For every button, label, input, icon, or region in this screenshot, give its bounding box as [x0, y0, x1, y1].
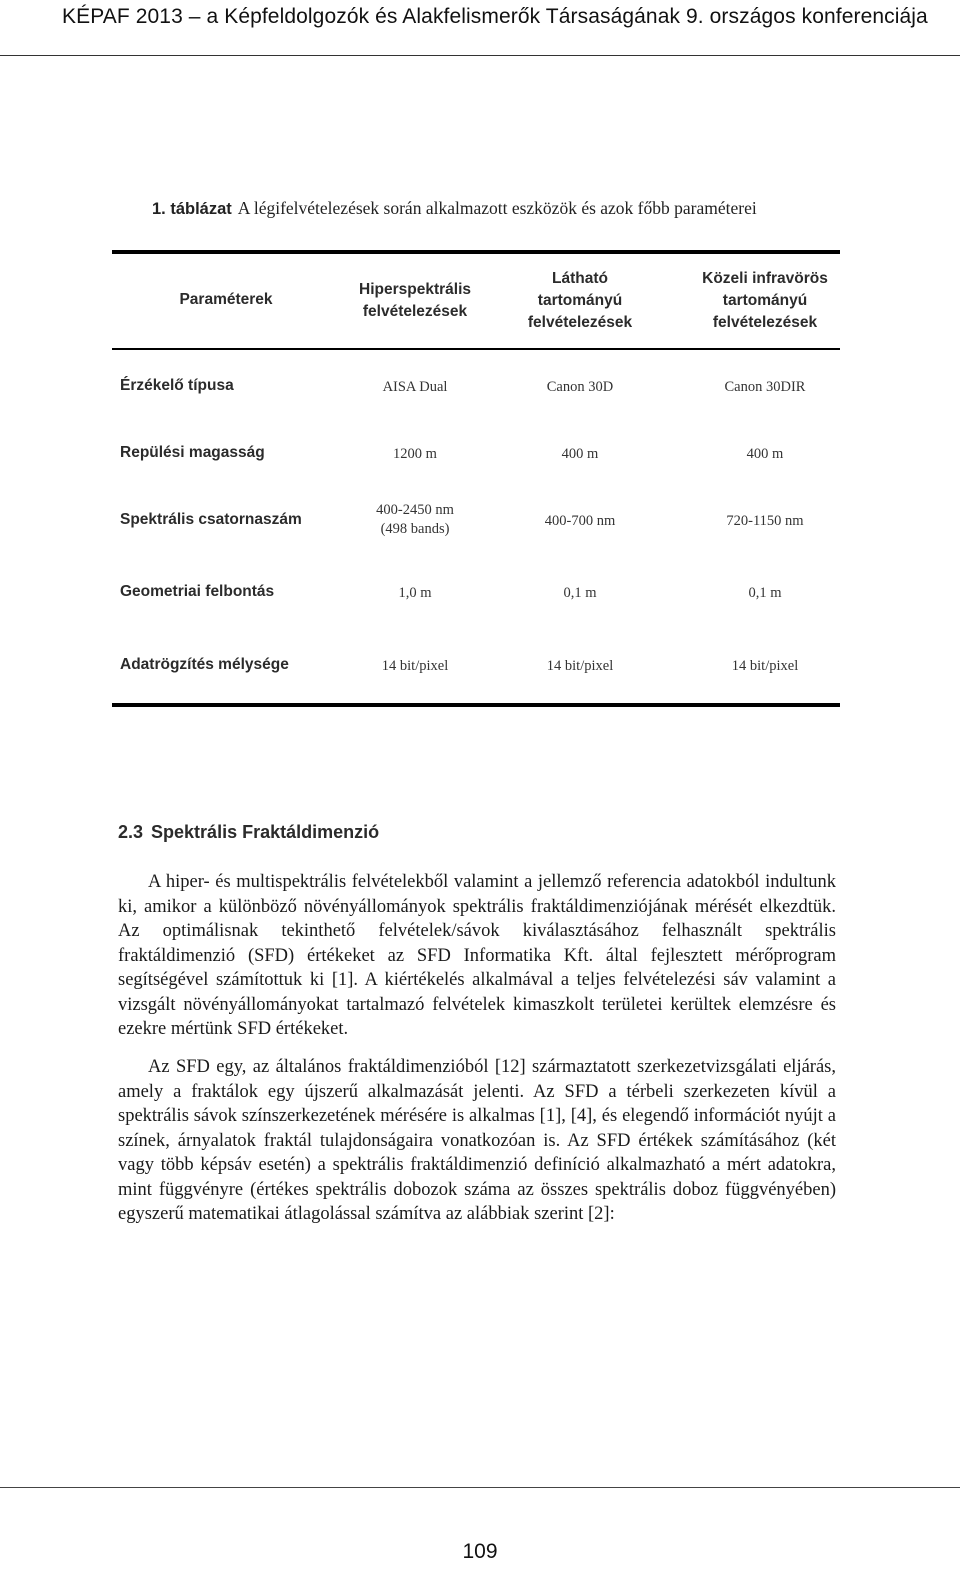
cell-channels-nir: 720-1150 nm [726, 513, 804, 529]
header-hyperspectral [340, 279, 490, 323]
cell-altitude-nir: 400 m [746, 446, 784, 462]
header-hyperspectral-line1: Hiperspektrális [359, 281, 471, 298]
section-heading [118, 822, 379, 843]
cell-channels-hyper-range: 400-2450 nm [376, 502, 454, 518]
cell-depth-nir: 14 bit/pixel [731, 658, 799, 674]
body-paragraph-2: Az SFD egy, az általános fraktáldimenzióból [12] származtatott szerkezetvizsgálati eljárás, amely a fraktálok egy újszerű alkalmazását jelenti. Az SFD a térbeli szerkezeten kívül a spektrális sávok színszerkezetének mérésére is alkalmas [1], [4], és elegendő információt nyújt a színek, árnyalatok fraktál tulajdonságaira vonatkozóan is. Az SFD értékek számításához (két vagy több képsáv esetén) a spektrális fraktáldimenzió definíció alkalmazható a mért adatokra, mint függvényre (értékes spektrális dobozok száma az összes spektrális doboz függvényében) egyszerű matematikai átlagolással számítva az alábbiak szerint [2]: [118, 1057, 836, 1224]
row-label-sensor-type: Érzékelő típusa [120, 377, 234, 394]
row-label-geometric-resolution: Geometriai felbontás [120, 583, 275, 600]
row-label-recording-depth: Adatrögzítés mélysége [120, 656, 289, 673]
cell-sensor-nir: Canon 30DIR [724, 379, 806, 395]
table-header-rule [112, 348, 840, 350]
cell-channels-hyper [340, 501, 490, 539]
header-visible-line1: Látható [552, 270, 608, 287]
table-caption-title: A légifelvételezések során alkalmazott eszközök és azok főbb paraméterei [237, 198, 757, 218]
table-bottom-rule [112, 703, 840, 707]
running-header: KÉPAF 2013 – a Képfeldolgozók és Alakfelismerők Társaságának 9. országos konferenciája [0, 0, 960, 56]
header-visible-line2: tartományú [537, 292, 623, 309]
table-caption [152, 198, 757, 219]
body-paragraph-1: A hiper- és multispektrális felvételekből valamint a jellemző referencia adatokból indultunk ki, amikor a különböző növényállományok spektrális fraktáldimenziójának mérését elkezdtük. Az optimálisnak tekinthető felvételek/sávok kiválasztásához felhasznált spektrális fraktáldimenzió (SFD) értékeket az SFD Informatika Kft. által fejlesztett mérőprogram segítségével számítottuk ki [1]. A kiértékelés alkalmával a teljes felvételezési sáv valamint a vizsgált növényállományokat tartalmazó felvételek kimaszkolt területei kerültek elemzésre és ezekre mértünk SFD értékeket. [118, 872, 836, 1039]
page-number: 109 [462, 1540, 498, 1563]
header-nir-line1: Közeli infravörös [702, 270, 828, 287]
header-visible-line3: felvételezések [527, 314, 633, 331]
cell-resolution-visible: 0,1 m [563, 585, 597, 601]
header-parameters: Paraméterek [179, 291, 273, 308]
cell-resolution-hyper: 1,0 m [398, 585, 432, 601]
header-near-infrared [672, 268, 858, 334]
cell-sensor-hyper: AISA Dual [382, 379, 448, 395]
section-title: Spektrális Fraktáldimenzió [151, 822, 380, 842]
cell-depth-hyper: 14 bit/pixel [381, 658, 449, 674]
header-nir-line3: felvételezések [712, 314, 818, 331]
row-label-spectral-channels: Spektrális csatornaszám [120, 511, 302, 528]
cell-resolution-nir: 0,1 m [748, 585, 782, 601]
cell-depth-visible: 14 bit/pixel [546, 658, 614, 674]
table-top-rule [112, 250, 840, 254]
table-caption-label: 1. táblázat [152, 200, 232, 218]
header-hyperspectral-line2: felvételezések [362, 303, 468, 320]
cell-channels-hyper-bands: (498 bands) [380, 521, 450, 537]
cell-sensor-visible: Canon 30D [546, 379, 614, 395]
row-label-flight-altitude: Repülési magasság [120, 444, 265, 461]
footer-rule [0, 1487, 960, 1488]
section-number: 2.3 [118, 822, 144, 842]
cell-altitude-visible: 400 m [561, 446, 599, 462]
header-visible [505, 268, 655, 334]
cell-altitude-hyper: 1200 m [393, 446, 437, 462]
cell-channels-visible: 400-700 nm [544, 513, 616, 529]
header-nir-line2: tartományú [722, 292, 808, 309]
